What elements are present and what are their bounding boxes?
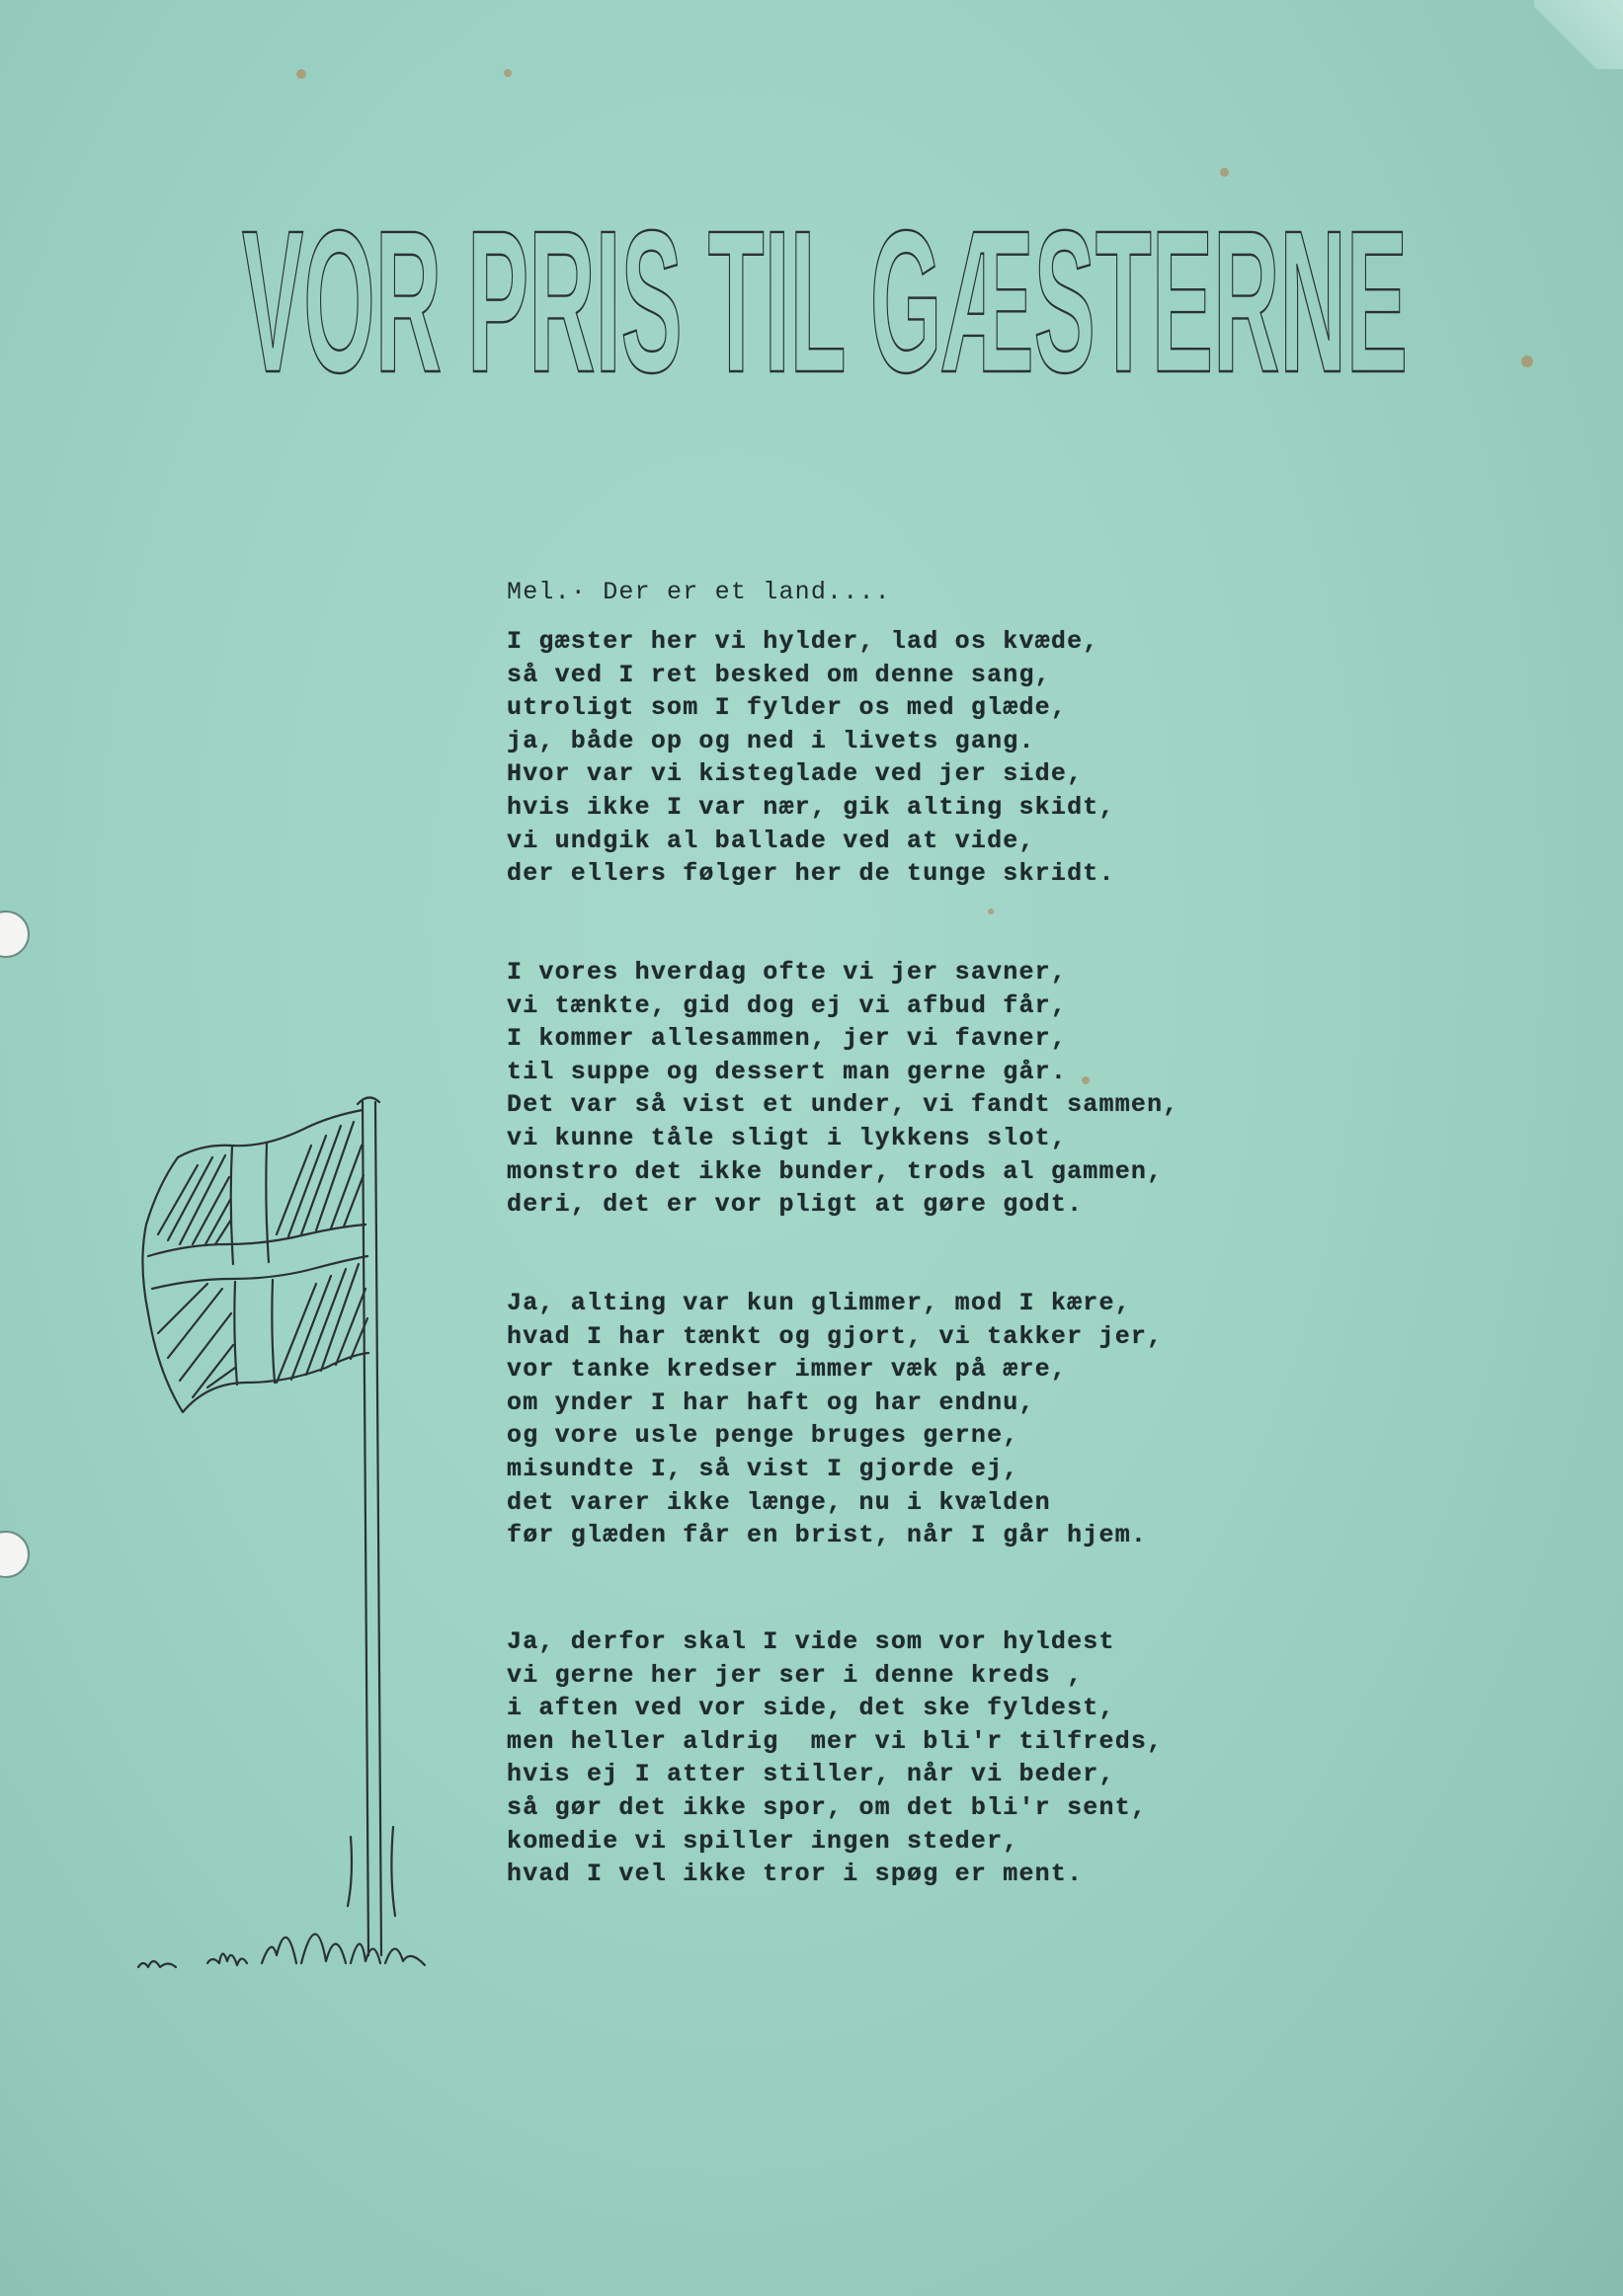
verse-line: vor tanke kredser immer væk på ære, <box>507 1355 1068 1385</box>
title-text: VOR PRIS TIL GÆSTERNE <box>242 215 1408 388</box>
verse-line: så ved I ret besked om denne sang, <box>507 660 1051 689</box>
stain <box>296 69 306 79</box>
verse-2 <box>507 956 1179 1222</box>
verse-line: I vores hverdag ofte vi jer savner, <box>507 958 1068 987</box>
verse-line: I kommer allesammen, jer vi favner, <box>507 1024 1068 1054</box>
verse-line: og vore usle penge bruges gerne, <box>507 1421 1019 1451</box>
verse-line: Ja, alting var kun glimmer, mod I kære, <box>507 1289 1131 1317</box>
punch-hole <box>0 1531 30 1578</box>
verse-line: I gæster her vi hylder, lad os kvæde, <box>507 627 1099 656</box>
verse-line: hvad I har tænkt og gjort, vi takker jer, <box>507 1321 1164 1351</box>
verse-line: om ynder I har haft og har endnu, <box>507 1387 1035 1417</box>
verse-line: hvis ikke I var nær, gik alting skidt, <box>507 792 1115 822</box>
stain <box>1521 356 1533 367</box>
folded-corner <box>1534 0 1623 69</box>
verse-line: hvad I vel ikke tror i spøg er ment. <box>507 1860 1084 1889</box>
stain <box>988 909 994 914</box>
verse-line: misundte I, så vist I gjorde ej, <box>507 1454 1019 1483</box>
verse-4 <box>507 1625 1163 1891</box>
verse-line: monstro det ikke bunder, trods al gammen, <box>507 1156 1164 1186</box>
stain <box>1220 168 1229 177</box>
verse-line: deri, det er vor pligt at gøre godt. <box>507 1190 1084 1220</box>
verse-line: så gør det ikke spor, om det bli'r sent, <box>507 1792 1148 1822</box>
verse-line: Ja, derfor skal I vide som vor hyldest <box>507 1627 1115 1656</box>
verse-line: til suppe og dessert man gerne går. <box>507 1057 1068 1086</box>
verse-line: vi tænkte, gid dog ej vi afbud får, <box>507 990 1068 1020</box>
verse-line: hvis ej I atter stiller, når vi beder, <box>507 1760 1115 1789</box>
verse-line: komedie vi spiller ingen steder, <box>507 1826 1019 1856</box>
verse-line: ja, både op og ned i livets gang. <box>507 726 1035 755</box>
verse-line: der ellers følger her de tunge skridt. <box>507 859 1115 889</box>
flag-on-pole-icon <box>128 1086 454 1995</box>
verse-line: Hvor var vi kisteglade ved jer side, <box>507 759 1084 789</box>
verse-line: vi kunne tåle sligt i lykkens slot, <box>507 1123 1068 1152</box>
verse-line: vi undgik al ballade ved at vide, <box>507 826 1035 855</box>
verse-line: utroligt som I fylder os med glæde, <box>507 693 1068 723</box>
verse-line: Det var så vist et under, vi fandt sammen, <box>507 1090 1179 1120</box>
verse-line: det varer ikke længe, nu i kvælden <box>507 1487 1051 1517</box>
melody-line: Mel.· Der er et land.... <box>507 578 891 606</box>
verse-line: men heller aldrig mer vi bli'r tilfreds, <box>507 1726 1164 1756</box>
punch-hole <box>0 910 30 958</box>
verse-1 <box>507 625 1115 891</box>
verse-line: før glæden får en brist, når I går hjem. <box>507 1521 1148 1550</box>
verse-line: i aften ved vor side, det ske fyldest, <box>507 1694 1115 1723</box>
page-title <box>232 215 1418 388</box>
stain <box>504 69 512 77</box>
verse-3 <box>507 1287 1163 1552</box>
verse-line: vi gerne her jer ser i denne kreds , <box>507 1660 1084 1690</box>
title-lettering <box>232 215 1418 388</box>
